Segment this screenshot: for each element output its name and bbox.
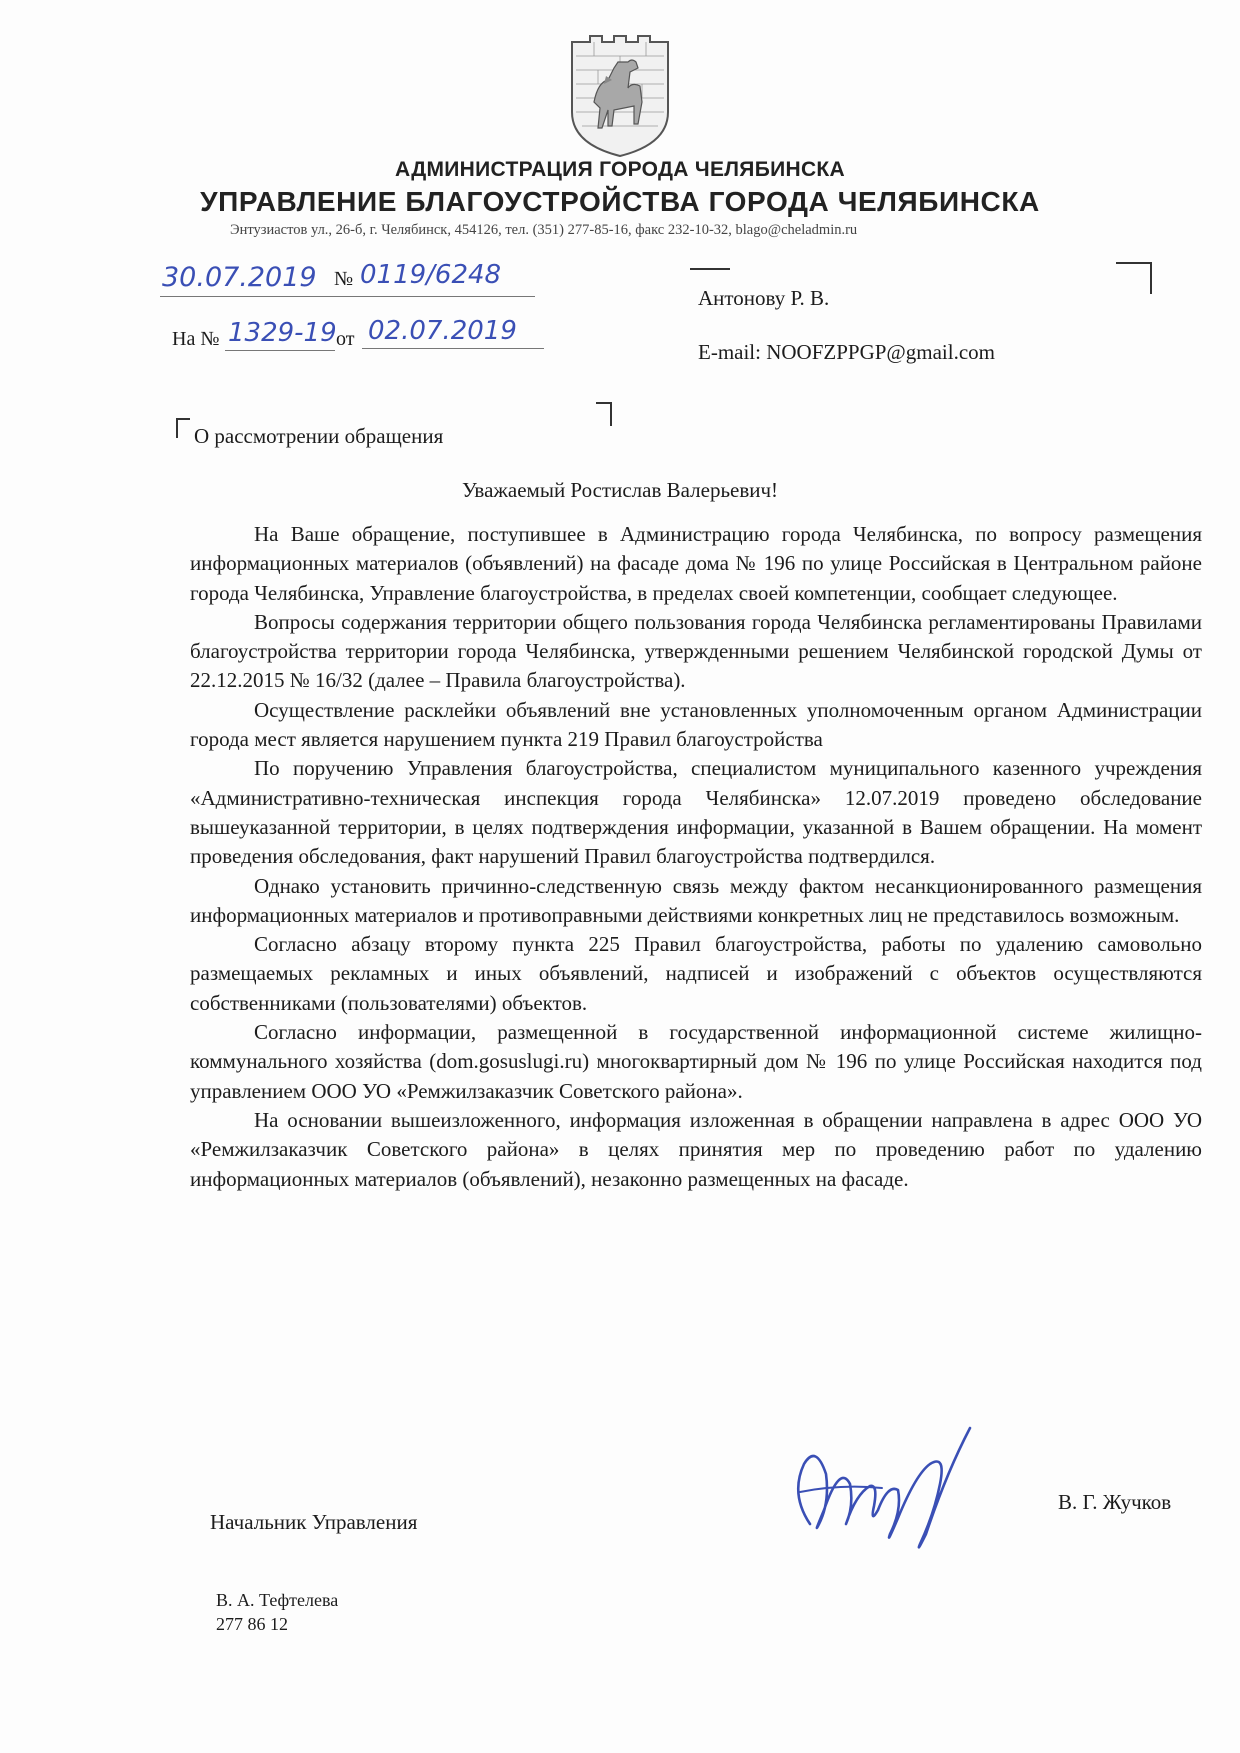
- executor-name: В. А. Тефтелева: [216, 1590, 339, 1610]
- addressee-name: Антонову Р. В.: [698, 286, 830, 310]
- department-title: УПРАВЛЕНИЕ БЛАГОУСТРОЙСТВА ГОРОДА ЧЕЛЯБИНСКА: [200, 186, 1040, 217]
- addressee-corner-right: [1116, 262, 1152, 294]
- reply-date: 02.07.2019: [368, 316, 517, 346]
- subject-corner-left: [176, 418, 190, 438]
- outgoing-number: 0119/6248: [360, 260, 502, 290]
- body-paragraph: Однако установить причинно-следственную связь между фактом несанкционированного размещения информационных материалов и противоправными действиями конкретных лиц не представилось возможным.: [190, 873, 1202, 927]
- body-paragraph: На Ваше обращение, поступившее в Администрацию города Челябинска, по вопросу размещения информационных материалов (объявлений) на фасаде дома № 196 по улице Российская в Центральном районе города Челябинска, Управление благоустройства, в пределах своей компетенции, сообщает следующее.: [190, 522, 1202, 605]
- body-paragraph: По поручению Управления благоустройства, специалистом муниципального казенного учреждения «Административно-техническая инспекция города Челябинска» 12.07.2019 проведено обследование вышеуказанной территории, в целях подтверждения информации, указанной в Вашем обращении. На момент проведения обследования, факт нарушений Правил благоустройства подтвердился.: [190, 756, 1202, 869]
- reply-number-underline: [225, 350, 335, 351]
- body-paragraph: Согласно информации, размещенной в государственной информационной системе жилищно-коммунального хозяйства (dom.gosuslugi.ru) многоквартирный дом № 196 по улице Российская находится под управлением ООО УО «Ремжилзаказчик Советского района».: [190, 1020, 1202, 1103]
- body-paragraph: Осуществление расклейки объявлений вне установленных уполномоченным органом Администрации города мест является нарушением пункта 219 Правил благоустройства: [190, 697, 1202, 752]
- signatory-name: В. Г. Жучков: [1058, 1490, 1172, 1514]
- handwritten-signature-icon: [770, 1414, 990, 1564]
- body-paragraph: Согласно абзацу второму пункта 225 Правил благоустройства, работы по удалению самовольно размещаемых рекламных и иных объявлений, надписей и изображений с объектов осуществляются собственниками (пользователями) объектов.: [190, 932, 1202, 1015]
- addressee-email: E-mail: NOOFZPPGP@gmail.com: [698, 340, 996, 364]
- subject-corner-right: [596, 402, 612, 426]
- outgoing-underline: [160, 296, 535, 297]
- outgoing-date: 30.07.2019: [162, 262, 317, 293]
- letter-subject: О рассмотрении обращения: [194, 424, 444, 448]
- letter-body: [190, 520, 1202, 1194]
- department-contacts: Энтузиастов ул., 26-б, г. Челябинск, 454126, тел. (351) 277-85-16, факс 232-10-32, blago@cheladmin.ru: [230, 222, 858, 238]
- reply-number-label: На №: [172, 328, 220, 350]
- addressee-corner-left: [690, 268, 730, 280]
- organization-title: АДМИНИСТРАЦИЯ ГОРОДА ЧЕЛЯБИНСКА: [394, 158, 845, 181]
- city-emblem-icon: [568, 32, 672, 160]
- reply-date-label: от: [336, 328, 355, 350]
- reply-number: 1329-19: [228, 318, 337, 348]
- reply-date-underline: [362, 348, 544, 349]
- signatory-title: Начальник Управления: [210, 1510, 418, 1534]
- body-paragraph: На основании вышеизложенного, информация изложенная в обращении направлена в адрес ООО УО «Ремжилзаказчик Советского района» в целях принятия мер по проведению работ по удалению информационных материалов (объявлений), незаконно размещенных на фасаде.: [190, 1107, 1202, 1191]
- body-paragraph: Вопросы содержания территории общего пользования города Челябинска регламентированы Правилами благоустройства территории города Челябинска, утвержденными решением Челябинской городской Думы от 22.12.2015 № 16/32 (далее – Правила благоустройства).: [190, 609, 1202, 693]
- executor-phone: 277 86 12: [216, 1614, 288, 1634]
- outgoing-number-label: №: [334, 268, 354, 290]
- letter-greeting: Уважаемый Ростислав Валерьевич!: [461, 478, 779, 502]
